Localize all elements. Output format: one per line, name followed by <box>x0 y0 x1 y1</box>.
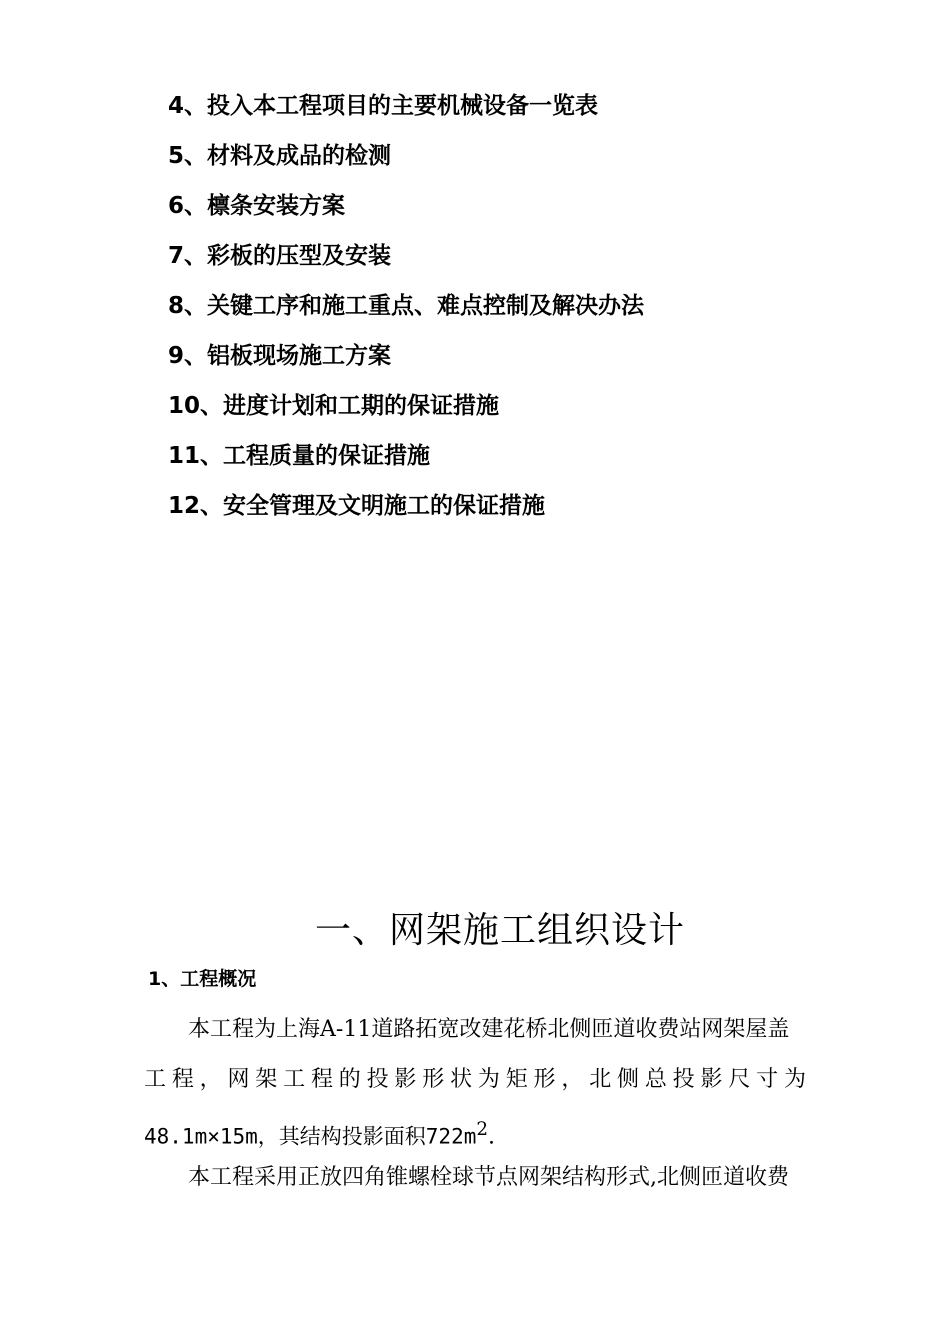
toc-item: 8、关键工序和施工重点、难点控制及解决办法 <box>168 293 645 319</box>
toc-item: 11、工程质量的保证措施 <box>168 443 431 469</box>
toc-item: 6、檩条安装方案 <box>168 193 346 219</box>
table-of-contents <box>168 84 644 534</box>
sentence-end: . <box>488 1124 496 1150</box>
section-heading: 1、工程概况 <box>148 968 257 990</box>
paragraph-line: 工程，网架工程的投影形状为矩形，北侧总投影尺寸为 <box>144 1067 806 1092</box>
toc-item: 9、铝板现场施工方案 <box>168 343 392 369</box>
toc-item: 5、材料及成品的检测 <box>168 143 392 169</box>
chapter-title: 一、网架施工组织设计 <box>314 910 685 951</box>
paragraph-line: 本工程采用正放四角锥螺栓球节点网架结构形式,北侧匝道收费 <box>188 1165 789 1190</box>
paragraph-structure <box>144 1158 806 1198</box>
paragraph-line <box>144 1110 806 1160</box>
toc-item: 10、进度计划和工期的保证措施 <box>168 393 500 419</box>
paragraph-line: 本工程为上海A-11道路拓宽改建花桥北侧匝道收费站网架屋盖 <box>188 1017 790 1042</box>
superscript-text: 2 <box>476 1119 489 1140</box>
toc-item: 12、安全管理及文明施工的保证措施 <box>168 493 546 519</box>
measurement-text: 48.1m×15m，其结构投影面积722m <box>144 1124 477 1149</box>
toc-item: 4、投入本工程项目的主要机械设备一览表 <box>168 93 599 119</box>
toc-item: 7、彩板的压型及安装 <box>168 243 392 269</box>
paragraph-overview <box>144 1010 806 1160</box>
